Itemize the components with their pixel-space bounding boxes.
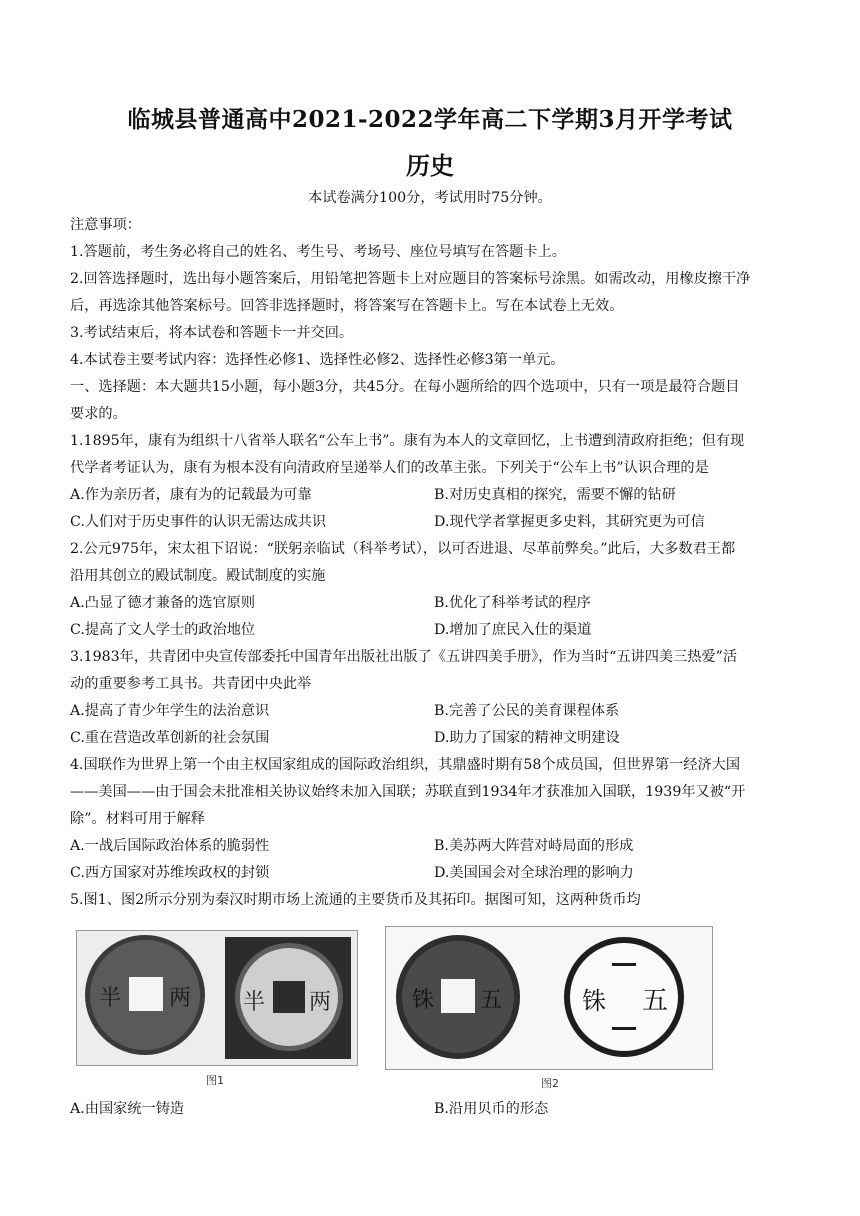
question-5-stem: 5.图1、图2所示分别为秦汉时期市场上流通的主要货币及其拓印。据图可知，这两种货币均 <box>70 892 641 908</box>
svg-text:五: 五 <box>642 986 669 1016</box>
note-item: 1.答题前，考生务必将自己的姓名、考生号、考场号、座位号填写在答题卡上。 <box>70 244 566 260</box>
question-3-option-c: C.重在营造改革创新的社会氛围 <box>70 730 270 746</box>
question-3-option-a: A.提高了青少年学生的法治意识 <box>70 703 270 719</box>
exam-title: 临城县普通高中2021-2022学年高二下学期3月开学考试 <box>127 106 733 133</box>
note-item: 后，再选涂其他答案标号。回答非选择题时，将答案写在答题卡上。写在本试卷上无效。 <box>70 298 624 314</box>
svg-text:两: 两 <box>169 986 192 1011</box>
note-item: 4.本试卷主要考试内容：选择性必修1、选择性必修2、选择性必修3第一单元。 <box>70 352 565 368</box>
question-4-stem: ——美国——由于国会未批准相关协议始终未加入国联；苏联直到1934年才获准加入国联，1939年又被“开 <box>70 784 746 800</box>
question-1-option-c: C.人们对于历史事件的认识无需达成共识 <box>70 514 327 530</box>
question-2-option-b: B.优化了科举考试的程序 <box>434 595 591 611</box>
svg-text:两: 两 <box>309 990 332 1015</box>
question-3-stem: 3.1983年，共青团中央宣传部委托中国青年出版社出版了《五讲四美手册》，作为当时“五讲四美三热爱”活 <box>70 649 738 665</box>
question-1-option-b: B.对历史真相的探究，需要不懈的钻研 <box>434 487 676 503</box>
exam-info: 本试卷满分100分，考试用时75分钟。 <box>308 190 552 206</box>
question-3-stem: 动的重要参考工具书。共青团中央此举 <box>70 676 312 692</box>
note-item: 3.考试结束后，将本试卷和答题卡一并交回。 <box>70 325 354 341</box>
figure-2-image <box>385 926 713 1070</box>
question-4-option-b: B.美苏两大阵营对峙局面的形成 <box>434 838 634 854</box>
figure-2-caption: 图2 <box>541 1077 559 1090</box>
svg-text:五: 五 <box>480 988 503 1013</box>
question-2-stem: 2.公元975年，宋太祖下诏说：“朕躬亲临试（科举考试），以可否进退、尽革前弊矣。”此后，大多数君王都 <box>70 541 736 557</box>
note-item: 2.回答选择题时，选出每小题答案后，用铅笔把答题卡上对应题目的答案标号涂黑。如需改动，用橡皮擦干净 <box>70 271 751 287</box>
figure-1-caption: 图1 <box>206 1074 224 1087</box>
svg-text:半: 半 <box>99 986 122 1011</box>
question-5-option-a: A.由国家统一铸造 <box>70 1101 185 1117</box>
question-3-option-b: B.完善了公民的美育课程体系 <box>434 703 620 719</box>
section-heading: 一、选择题：本大题共15小题，每小题3分，共45分。在每小题所给的四个选项中，只有一项是最符合题目 <box>70 379 740 395</box>
question-2-option-a: A.凸显了德才兼备的选官原则 <box>70 595 256 611</box>
question-2-option-d: D.增加了庶民入仕的渠道 <box>434 622 592 638</box>
question-1-stem: 1.1895年，康有为组织十八省举人联名“公车上书”。康有为本人的文章回忆，上书遭到清政府拒绝；但有现 <box>70 433 745 449</box>
question-3-option-d: D.助力了国家的精神文明建设 <box>434 730 620 746</box>
question-1-stem: 代学者考证认为，康有为根本没有向清政府呈递举人们的改革主张。下列关于“公车上书”认识合理的是 <box>70 460 709 476</box>
question-1-option-a: A.作为亲历者，康有为的记载最为可靠 <box>70 487 312 503</box>
question-1-option-d: D.现代学者掌握更多史料，其研究更为可信 <box>434 514 705 530</box>
notes-heading: 注意事项： <box>70 217 141 233</box>
question-4-stem: 4.国联作为世界上第一个由主权国家组成的国际政治组织，其鼎盛时期有58个成员国，但世界第一经济大国 <box>70 757 741 773</box>
question-4-option-c: C.西方国家对苏维埃政权的封锁 <box>70 865 270 881</box>
svg-text:半: 半 <box>243 990 266 1015</box>
question-5-option-b: B.沿用贝币的形态 <box>434 1101 549 1117</box>
section-heading-cont: 要求的。 <box>70 406 127 422</box>
figure-1-image <box>76 930 358 1066</box>
question-2-stem: 沿用其创立的殿试制度。殿试制度的实施 <box>70 568 326 584</box>
svg-text:铢: 铢 <box>582 987 606 1015</box>
question-2-option-c: C.提高了文人学士的政治地位 <box>70 622 256 638</box>
svg-text:铢: 铢 <box>412 988 435 1013</box>
subject-title: 历史 <box>406 151 454 180</box>
question-4-stem: 除”。材料可用于解释 <box>70 811 205 827</box>
question-4-option-a: A.一战后国际政治体系的脆弱性 <box>70 838 270 854</box>
question-4-option-d: D.美国国会对全球治理的影响力 <box>434 865 634 881</box>
